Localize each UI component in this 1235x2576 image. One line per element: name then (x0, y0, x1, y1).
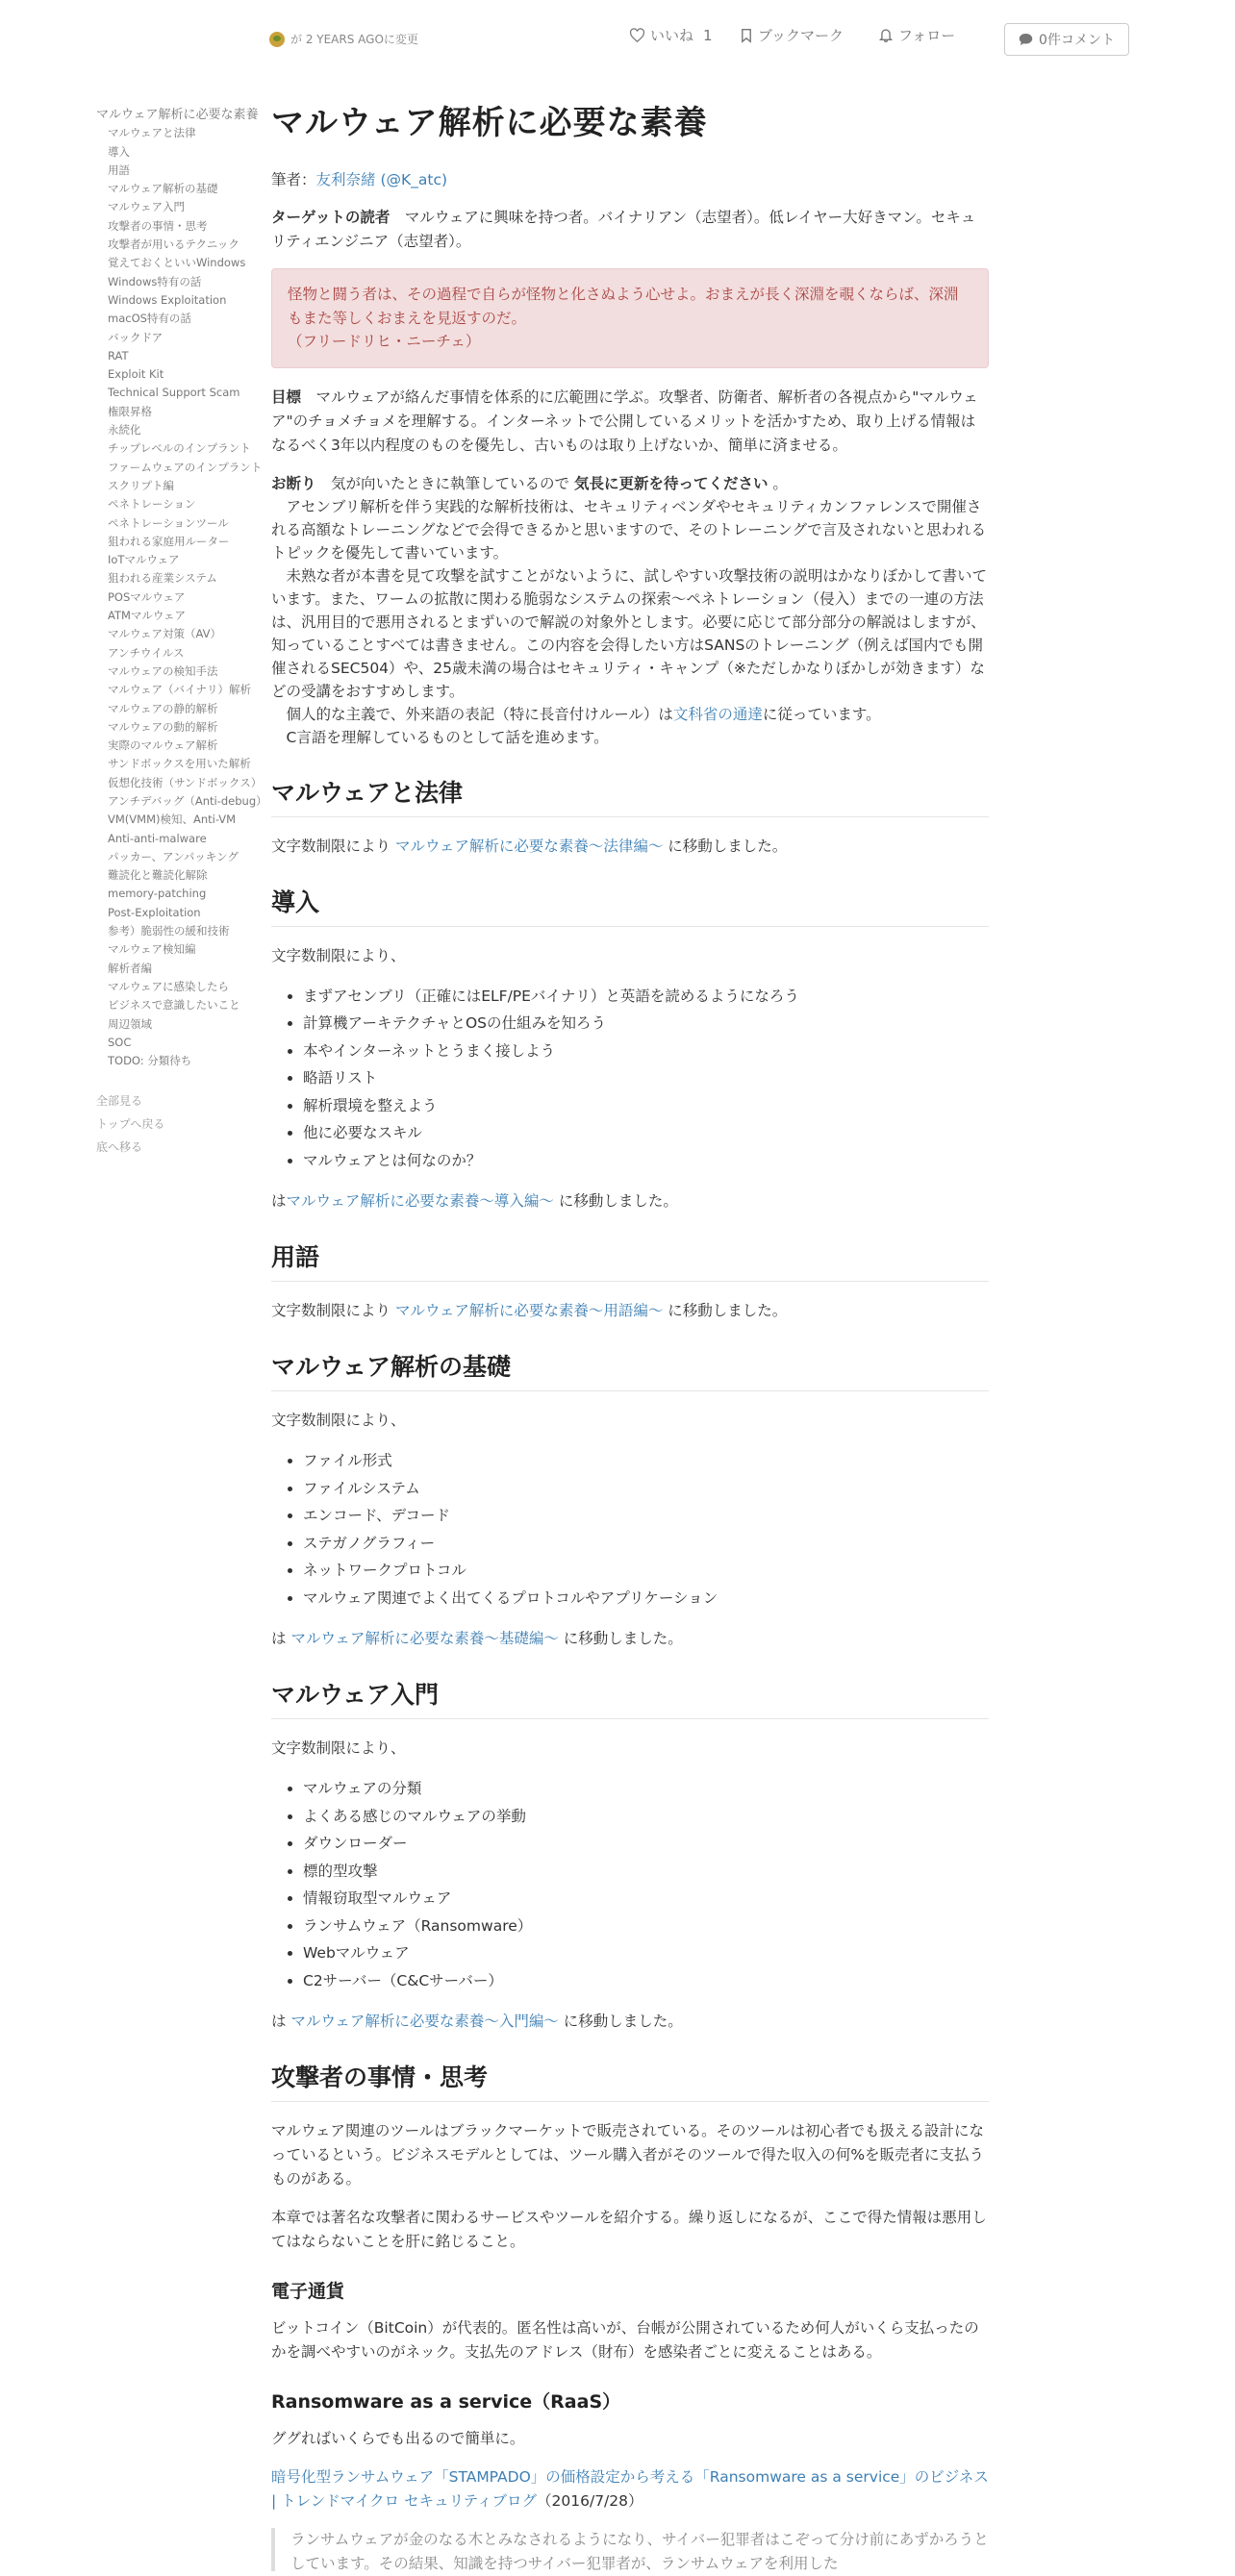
toc-item[interactable]: 参考）脆弱性の緩和技術 (108, 924, 230, 938)
start-list (303, 1775, 989, 1994)
list-item: • 本やインターネットとうまく接しよう (303, 1038, 989, 1065)
start-paragraph (271, 2010, 989, 2034)
like-button[interactable] (630, 25, 713, 45)
target-text: マルウェアに興味を持つ者。バイナリアン（志望者）。低レイヤー大好きマン。セキュリティエンジニア（志望者）。 (271, 209, 976, 250)
toc-item[interactable]: memory-patching (108, 887, 207, 901)
toc-item[interactable]: マルウェアと法律 (108, 126, 196, 140)
toc-item[interactable]: マルウェア対策（AV） (108, 627, 222, 641)
list-item: • 情報窃取型マルウェア (303, 1885, 989, 1913)
raas-ref (271, 2465, 989, 2513)
intro-post: に移動しました。 (553, 1192, 678, 1210)
bell-icon (879, 28, 893, 42)
basic-pre: は (271, 1630, 291, 1647)
term-pre: 文字数制限により (271, 1302, 395, 1319)
coin-paragraph: ビットコイン（BitCoin）が代表的。匿名性は高いが、台帳が公開されているため何人がいくら支払ったのかを調べやすいのがネック。支払先のアドレス（財布）を感染者ごとに変えることはある。 (271, 2319, 979, 2361)
basic-list (303, 1447, 989, 1612)
article-body (271, 96, 989, 2571)
list-item: • マルウェアとは何なのか？ (303, 1147, 989, 1175)
edit-info (269, 31, 418, 47)
bookmark-button[interactable] (741, 25, 844, 45)
toc-item[interactable]: 攻撃者の事情・思考 (108, 218, 208, 233)
toc-item[interactable]: 狙われる産業システム (108, 571, 217, 586)
toc-item[interactable]: ファームウェアのインプラント (108, 460, 263, 474)
toc-item[interactable]: 永続化 (108, 423, 141, 438)
notice-bold: 気長に更新を待ってください (573, 474, 769, 492)
toc-item[interactable]: VM(VMM)検知、Anti-VM (108, 813, 237, 827)
target-readers (271, 206, 989, 254)
toc-item[interactable]: パッカー、アンパッキング (108, 849, 239, 863)
toc-item[interactable]: マルウェア解析の基礎 (108, 182, 218, 196)
comments-label: 0件コメント (1039, 33, 1115, 48)
notice-p2 (271, 567, 987, 700)
goal-label: 目標 (271, 388, 302, 406)
nietzsche-quote (271, 268, 989, 368)
list-item: • ファイル形式 (303, 1447, 989, 1475)
start-link[interactable]: マルウェア解析に必要な素養～入門編～ (290, 2013, 559, 2030)
notice-p3 (271, 706, 881, 723)
toc-item[interactable]: 実際のマルウェア解析 (108, 738, 218, 753)
toc-to-bottom-link[interactable]: 底へ移る (96, 1140, 143, 1155)
list-item: • マルウェアの分類 (303, 1775, 989, 1803)
toc-item[interactable]: TODO: 分類待ち (108, 1054, 192, 1068)
heading-coin: 電子通貨 (271, 2281, 345, 2302)
toc-item[interactable]: マルウェア検知編 (108, 942, 196, 957)
article-header (0, 0, 1235, 77)
list-item: • 解析環境を整えよう (303, 1092, 989, 1120)
toc-item[interactable]: SOC (108, 1035, 132, 1049)
toc-item[interactable]: バックドア (108, 330, 164, 344)
toc-item[interactable]: マルウェアの動的解析 (108, 719, 218, 734)
toc-item[interactable]: マルウェア（バイナリ）解析 (108, 683, 252, 697)
toc-item[interactable]: Windows Exploitation (108, 292, 227, 307)
toc-item[interactable]: macOS特有の話 (108, 312, 191, 326)
toc-item[interactable]: Post-Exploitation (108, 905, 201, 919)
list-item: • Webマルウェア (303, 1939, 989, 1967)
raas-link[interactable]: 暗号化型ランサムウェア「STAMPADO」の価格設定から考える「Ransomware as a service」のビジネス | トレンドマイクロ セキュリティブログ (271, 2468, 989, 2510)
table-of-contents (96, 106, 267, 1159)
toc-item[interactable]: RAT (108, 348, 129, 363)
toc-item[interactable]: サンドボックスを用いた解析 (108, 757, 251, 771)
notice-p1-text: アセンブリ解析を伴う実践的な解析技術は、セキュリティベンダやセキュリティカンファレンスで開催される高額なトレーニングなどで会得できるかと思いますので、そのトレーニングで言及されないと思われるトピックを優先して書いています。 (271, 497, 987, 562)
heading-start: マルウェア入門 (271, 1676, 989, 1719)
toc-item[interactable]: IoTマルウェア (108, 553, 180, 567)
author-line (271, 168, 989, 192)
intro-lead: 文字数制限により、 (271, 946, 406, 964)
mext-link[interactable]: 文科省の通達 (672, 705, 763, 723)
toc-item[interactable]: 導入 (108, 144, 130, 159)
intro-paragraph (271, 1189, 989, 1213)
list-item: • ステガノグラフィー (303, 1530, 989, 1558)
heading-law: マルウェアと法律 (271, 774, 989, 817)
law-paragraph (271, 835, 989, 859)
toc-item[interactable]: ペネトレーションツール (108, 515, 229, 530)
like-count: 1 (703, 26, 713, 44)
intro-list (303, 983, 989, 1175)
law-link[interactable]: マルウェア解析に必要な素養～法律編～ (394, 837, 664, 855)
list-item: • ネットワークプロトコル (303, 1557, 989, 1585)
heading-terms: 用語 (271, 1238, 989, 1282)
page-title: マルウェア解析に必要な素養 (271, 104, 708, 142)
toc-item[interactable]: アンチウイルス (108, 645, 185, 660)
attacker-p1: マルウェア関連のツールはブラックマーケットで販売されている。そのツールは初心者でも扱える設計になっているという。ビジネスモデルとしては、ツール購入者がそのツールで得た収入の何%を販売者に支払う ものがある。 (271, 2122, 985, 2188)
toc-head[interactable]: マルウェア解析に必要な素養 (96, 108, 259, 122)
heading-raas: Ransomware as a service（RaaS） (271, 2391, 621, 2413)
list-item: • まずアセンブリ（正確にはELF/PEバイナリ）と英語を読めるようになろう (303, 983, 989, 1011)
toc-item[interactable]: マルウェアの検知手法 (108, 663, 218, 678)
toc-item[interactable]: 周辺領域 (108, 1016, 152, 1031)
like-label: いいね (650, 27, 694, 44)
toc-item[interactable]: マルウェア入門 (108, 200, 186, 214)
comment-icon (1019, 33, 1033, 46)
toc-item[interactable]: 難読化と難読化解除 (108, 868, 208, 883)
start-post: に移動しました。 (558, 2013, 683, 2030)
toc-back-to-top-link[interactable]: トップへ戻る (96, 1117, 165, 1132)
heading-basic: マルウェア解析の基礎 (271, 1348, 989, 1391)
notice-paragraph (271, 472, 989, 749)
list-item: • エンコード、デコード (303, 1502, 989, 1530)
toc-item[interactable]: Exploit Kit (108, 367, 164, 382)
list-item: • 略語リスト (303, 1064, 989, 1092)
basic-paragraph (271, 1627, 989, 1651)
target-label: ターゲットの読者 (271, 209, 391, 226)
bookmark-icon (741, 29, 752, 42)
toc-item[interactable]: ペネトレーション (108, 497, 196, 512)
list-item: • 計算機アーキテクチャとOSの仕組みを知ろう (303, 1010, 989, 1038)
heading-attacker: 攻撃者の事情・思考 (271, 2059, 989, 2102)
notice-p2-text: 未熟な者が本書を見て攻撃を試すことがないように、試しやすい攻撃技術の説明はかなりぼかして書いています。また、ワームの拡散に関わる脆弱なシステムの探索～ペネトレーション（侵入）までの一連の方法は、汎用目的で悪用されるとまずいので解説の対象外とします。必要に応じて部分部分の解説はしますが、知っていることすべては書きません。この内容を会得したい方はSANSのトレーニング（例えば国内でも開催されるSEC504）や、25歳未満の場合はセキュリティ・キャンプ（※ただしかなりぼかしが効きます）などの受講をおすすめします。 (271, 566, 988, 700)
toc-links (96, 1089, 236, 1159)
toc-items (96, 124, 267, 1070)
raas-date: （2016/7/28） (537, 2492, 643, 2510)
quote-source: （フリードリヒ・ニーチェ） (288, 333, 481, 350)
term-paragraph (271, 1299, 989, 1323)
toc-item[interactable]: Technical Support Scam (108, 386, 240, 400)
follow-label: フォロー (898, 27, 956, 44)
toc-item[interactable]: 解析者編 (108, 961, 152, 975)
law-pre: 文字数制限により (271, 837, 395, 855)
edit-info-text: が 2 YEARS AGOに変更 (290, 33, 418, 46)
quote-text: 怪物と闘う者は、その過程で自らが怪物と化さぬよう心せよ。おまえが長く深淵を覗くならば、深淵もまた等しくおまえを見返すのだ。 (288, 286, 959, 327)
toc-item[interactable]: アンチデバッグ（Anti-debug） (108, 793, 267, 808)
list-item: • ランサムウェア（Ransomware） (303, 1913, 989, 1940)
start-pre: は (271, 2013, 291, 2030)
list-item: • よくある感じのマルウェアの挙動 (303, 1803, 989, 1831)
author-link[interactable]: 友利奈緒 (@K_atc) (315, 171, 448, 188)
raas-paragraph: ググればいくらでも出るので簡単に。 (271, 2430, 525, 2447)
list-item: • ファイルシステム (303, 1475, 989, 1503)
heading-intro: 導入 (271, 884, 989, 927)
attacker-p2: 本章では著名な攻撃者に関わるサービスやツールを紹介する。繰り返しになるが、ここで得た情報は悪用してはならないことを肝に銘じること。 (271, 2209, 987, 2250)
toc-item[interactable]: 用語 (108, 163, 130, 177)
law-post: に移動しました。 (663, 837, 788, 855)
toc-item[interactable]: 権限昇格 (108, 404, 152, 418)
toc-item[interactable]: POSマルウェア (108, 589, 186, 604)
toc-item[interactable]: スクリプト編 (108, 478, 174, 492)
notice-p3-pre: 個人的な主義で、外来語の表記（特に長音付けルール）は (286, 705, 673, 723)
toc-item[interactable]: マルウェアの静的解析 (108, 701, 218, 715)
comments-button[interactable] (1004, 23, 1129, 56)
follow-button[interactable] (879, 25, 955, 45)
notice-p1 (271, 498, 986, 562)
basic-post: に移動しました。 (558, 1630, 683, 1647)
list-item: • ダウンローダー (303, 1830, 989, 1858)
avatar[interactable] (269, 32, 285, 47)
bookmark-label: ブックマーク (758, 27, 844, 44)
list-item: • マルウェア関連でよく出てくるプロトコルやアプリケーション (303, 1585, 989, 1613)
term-post: に移動しました。 (663, 1302, 788, 1319)
author-prefix: 筆者： (271, 171, 316, 188)
intro-pre: は (271, 1192, 287, 1210)
toc-item[interactable]: 覚えておくといいWindows (108, 256, 246, 270)
list-item: • 他に必要なスキル (303, 1119, 989, 1147)
toc-item[interactable]: 仮想化技術（サンドボックス） (108, 775, 263, 789)
list-item: • 標的型攻撃 (303, 1858, 989, 1886)
notice-p4-text: C言語を理解しているものとして話を進めます。 (286, 728, 609, 746)
toc-item[interactable]: Windows特有の話 (108, 274, 202, 288)
heart-icon (630, 29, 644, 42)
basic-lead: 文字数制限により、 (271, 1412, 406, 1429)
notice-p4 (271, 729, 609, 746)
raas-blockquote: ランサムウェアが金のなる木とみなされるようになり、サイバー犯罪者はこぞって分け前にあずかろうとしています。その結果、知識を持つサイバー犯罪者が、ランサムウェアを利用した (271, 2528, 989, 2571)
toc-item[interactable]: 攻撃者が用いるテクニック (108, 238, 239, 252)
term-link[interactable]: マルウェア解析に必要な素養～用語編～ (394, 1302, 664, 1319)
start-lead: 文字数制限により、 (271, 1739, 406, 1757)
toc-item[interactable]: Anti-anti-malware (108, 831, 207, 845)
toc-item[interactable]: チップレベルのインプラント (108, 441, 251, 456)
notice-label: お断り (271, 474, 316, 492)
goal-text: マルウェアが絡んだ事情を体系的に広範囲に学ぶ。攻撃者、防衛者、解析者の各視点から"マルウェア"のチョメチョメを理解する。インターネットで公開しているメリットを活かすため、取り上げる情報はなるべく3年以内程度のものを優先し、古いものは取り上げないか、簡単に済ませる。 (271, 388, 978, 454)
notice-p3-post: に従っています。 (762, 705, 881, 723)
toc-item[interactable]: ATMマルウェア (108, 609, 186, 623)
basic-link[interactable]: マルウェア解析に必要な素養～基礎編～ (290, 1630, 559, 1647)
toc-show-all-link[interactable]: 全部見る (96, 1094, 143, 1109)
list-item: • C2サーバー（C&Cサーバー） (303, 1967, 989, 1995)
toc-item[interactable]: ビジネスで意識したいこと (108, 998, 240, 1013)
toc-item[interactable]: 狙われる家庭用ルーター (108, 534, 230, 548)
toc-item[interactable]: マルウェアに感染したら (108, 979, 230, 993)
notice-post: 。 (768, 474, 788, 492)
intro-link[interactable]: マルウェア解析に必要な素養～導入編～ (286, 1192, 554, 1210)
notice-pre: 気が向いたときに執筆しているので (315, 474, 574, 492)
goal-paragraph (271, 386, 989, 458)
